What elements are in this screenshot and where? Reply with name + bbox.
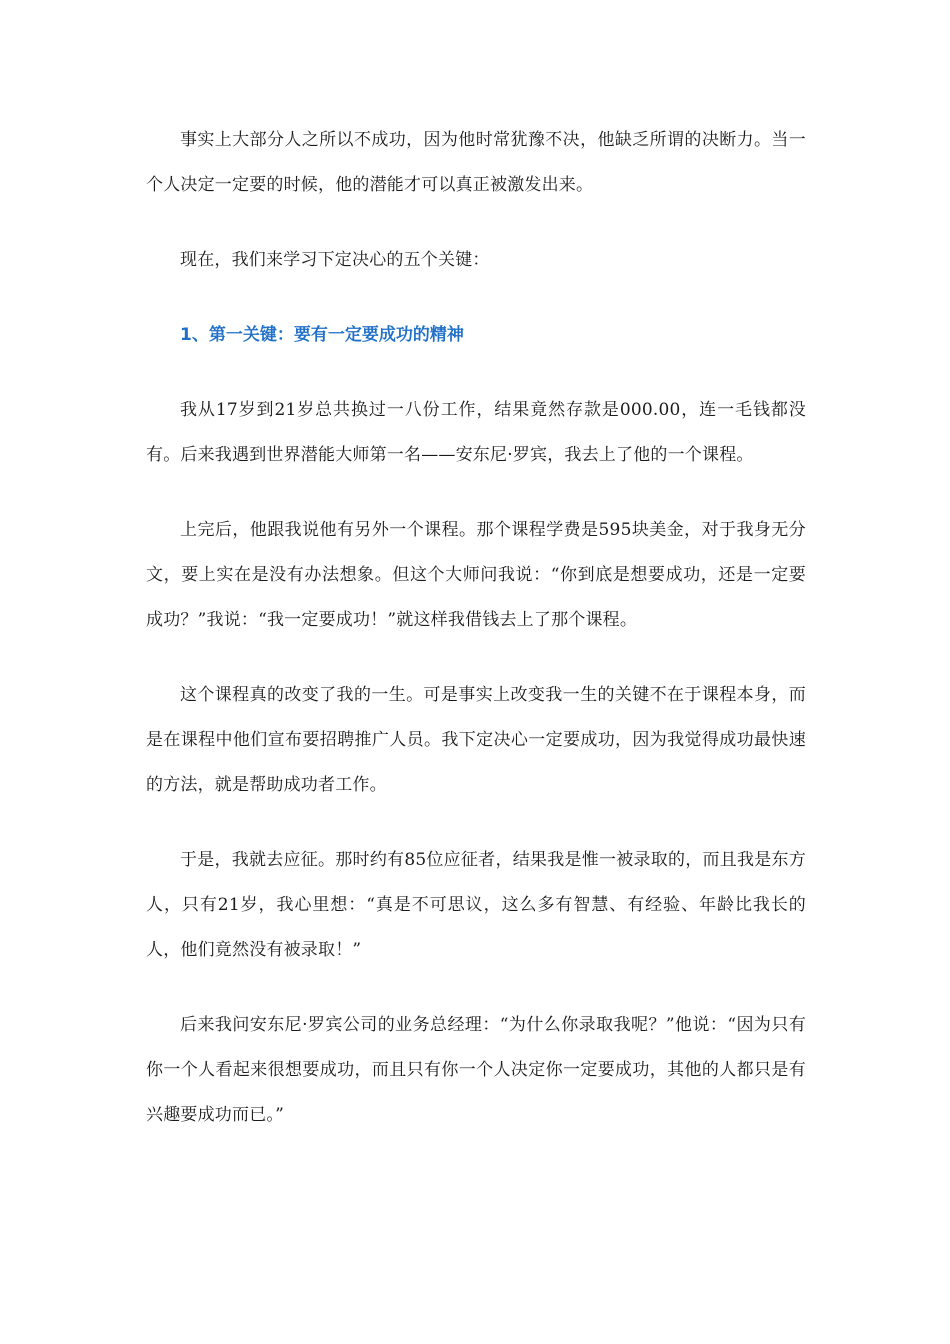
section-heading-first-key: 1、第一关键：要有一定要成功的精神 [180, 325, 464, 345]
paragraph-manager-answer: 后来我问安东尼·罗宾公司的业务总经理：“为什么你录取我呢？”他说：“因为只有你一个人看起来很想要成功，而且只有你一个人决定你一定要成功，其他的人都只是有兴趣要成功而已。” [146, 1015, 806, 1125]
document-body [146, 118, 806, 1168]
paragraph-five-keys-intro: 现在，我们来学习下定决心的五个关键： [180, 250, 490, 270]
paragraph-application: 于是，我就去应征。那时约有85位应征者，结果我是惟一被录取的，而且我是东方人，只有21岁，我心里想：“真是不可思议，这么多有智慧、有经验、年龄比我长的人，他们竟然没有被录取！” [146, 850, 806, 960]
paragraph-job-history: 我从17岁到21岁总共换过一八份工作，结果竟然存款是000.00，连一毛钱都没有。后来我遇到世界潜能大师第一名——安东尼·罗宾，我去上了他的一个课程。 [146, 400, 806, 465]
paragraph-life-change: 这个课程真的改变了我的一生。可是事实上改变我一生的关键不在于课程本身，而是在课程中他们宣布要招聘推广人员。我下定决心一定要成功，因为我觉得成功最快速的方法，就是帮助成功者工作。 [146, 685, 806, 795]
paragraph-course-fee: 上完后，他跟我说他有另外一个课程。那个课程学费是595块美金，对于我身无分文，要上实在是没有办法想象。但这个大师问我说：“你到底是想要成功，还是一定要成功？”我说：“我一定要成功！”就这样我借钱去上了那个课程。 [146, 520, 806, 630]
paragraph-intro: 事实上大部分人之所以不成功，因为他时常犹豫不决，他缺乏所谓的决断力。当一个人决定一定要的时候，他的潜能才可以真正被激发出来。 [146, 130, 806, 195]
